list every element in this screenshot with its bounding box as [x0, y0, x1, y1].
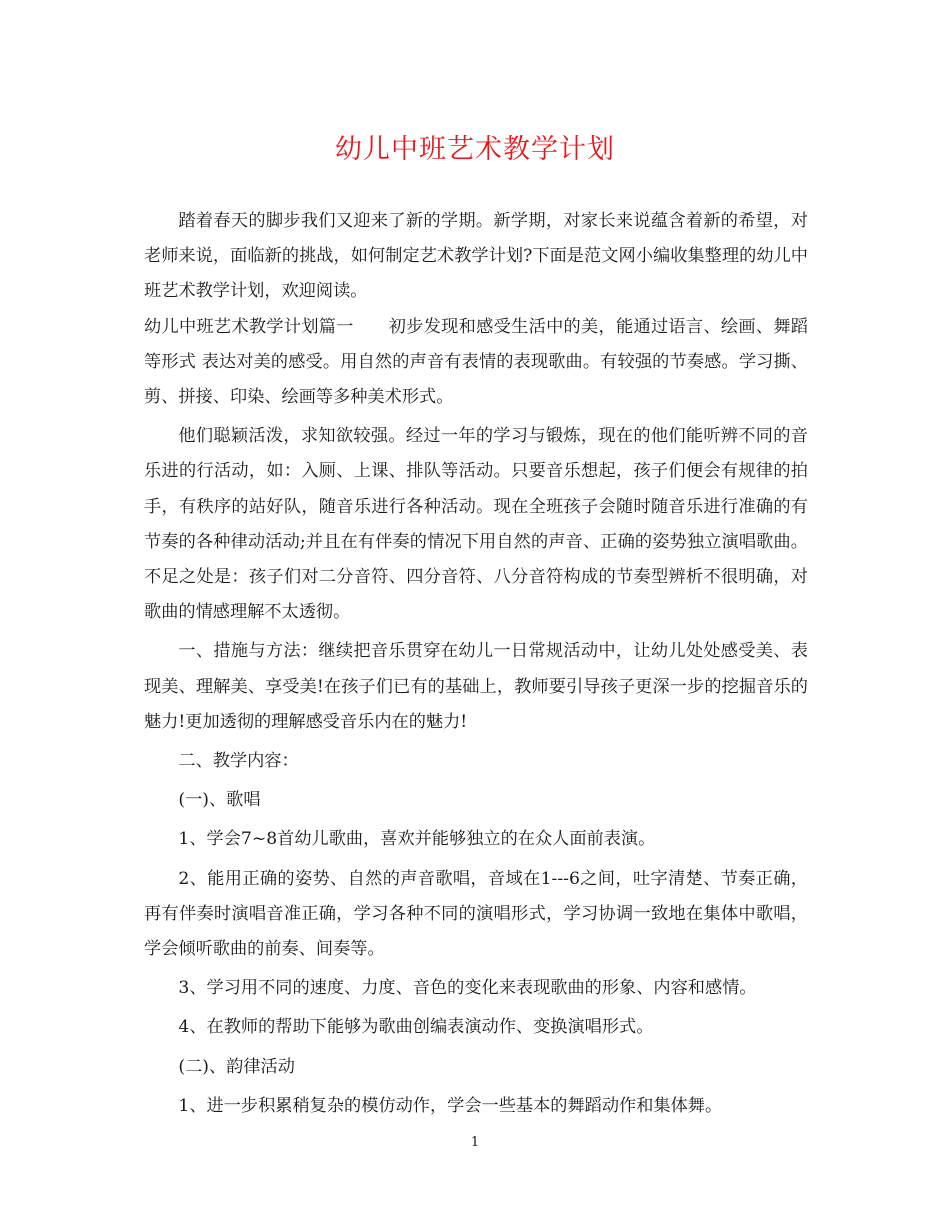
- paragraph-singing-3: 3、学习用不同的速度、力度、音色的变化来表现歌曲的形象、内容和感情。: [178, 978, 757, 999]
- paragraph-measures: 一、措施与方法：继续把音乐贯穿在幼儿一日常规活动中，让幼儿处处感受美、表现美、理解美、享受美!在孩子们已有的基础上，教师要引导孩子更深一步的挖掘音乐的魅力!更加透彻的理解感受音乐内在的魅力!: [144, 641, 808, 732]
- paragraph-singing-heading: (一)、歌唱: [178, 790, 261, 811]
- paragraph-plan-one: 幼儿中班艺术教学计划篇一 初步发现和感受生活中的美，能通过语言、绘画、舞蹈等形式 表达对美的感受。用自然的声音有表情的表现歌曲。有较强的节奏感。学习撕、剪、拼接、印染、绘画等多种美术形式。: [144, 316, 808, 408]
- paragraph-singing-1: 1、学会7~8首幼儿歌曲，喜欢并能够独立的在众人面前表演。: [178, 829, 656, 850]
- paragraph-singing-2: 2、能用正确的姿势、自然的声音歌唱，音域在1---6之间，吐字清楚、节奏正确，再有伴奏时演唱音准正确，学习各种不同的演唱形式，学习协调一致地在集体中歌唱，学会倾听歌曲的前奏、间奏等。: [144, 868, 808, 960]
- paragraph-intro: 踏着春天的脚步我们又迎来了新的学期。新学期，对家长来说蕴含着新的希望，对老师来说，面临新的挑战，如何制定艺术教学计划?下面是范文网小编收集整理的幼儿中班艺术教学计划，欢迎阅读。: [144, 211, 808, 302]
- paragraph-rhythm-heading: (二)、韵律活动: [178, 1056, 295, 1077]
- paragraph-singing-4: 4、在教师的帮助下能够为歌曲创编表演动作、变换演唱形式。: [178, 1017, 654, 1038]
- paragraph-content-heading: 二、教学内容：: [178, 751, 299, 772]
- document-body: [144, 204, 808, 1124]
- paragraph-class-analysis: 他们聪颖活泼，求知欲较强。经过一年的学习与锻炼，现在的他们能听辨不同的音乐进的行活动，如：入厕、上课、排队等活动。只要音乐想起，孩子们便会有规律的拍手，有秩序的站好队，随音乐进行各种活动。现在全班孩子会随时随音乐进行准确的有节奏的各种律动活动;并且在有伴奏的情况下用自然的声音、正确的姿势独立演唱歌曲。不足之处是：孩子们对二分音符、四分音符、八分音符构成的节奏型辨析不很明确，对歌曲的情感理解不太透彻。: [144, 426, 808, 623]
- page-number: 1: [470, 1135, 480, 1150]
- document-title: 幼儿中班艺术教学计划: [335, 134, 615, 165]
- paragraph-rhythm-1: 1、进一步积累稍复杂的模仿动作，学会一些基本的舞蹈动作和集体舞。: [178, 1095, 723, 1116]
